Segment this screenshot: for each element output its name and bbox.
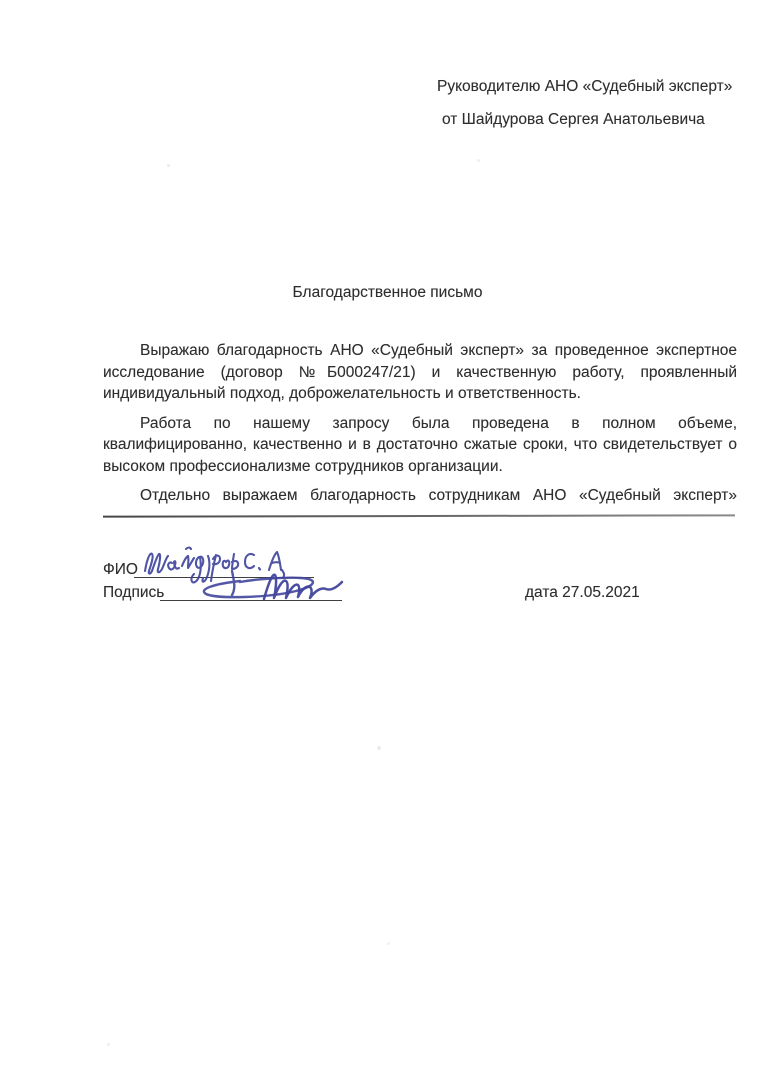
letter-title: Благодарственное письмо bbox=[292, 284, 483, 301]
recipient-block bbox=[437, 70, 732, 136]
signature-label: Подпись bbox=[103, 584, 165, 601]
scan-speck bbox=[387, 942, 390, 945]
paragraph-work-quality: Работа по нашему запросу была проведена в полном объеме, квалифицированно, качественно и в достаточно сжатые сроки, что свидетельствует о высоком профессионализме сотрудников организации. bbox=[103, 414, 737, 475]
fio-label: ФИО bbox=[103, 561, 138, 578]
handwritten-signature bbox=[136, 541, 348, 609]
paragraph-staff-thanks: Отдельно выражаем благодарность сотрудникам АНО «Судебный эксперт» bbox=[140, 487, 737, 504]
scan-speck bbox=[477, 159, 480, 162]
horizontal-rule bbox=[103, 514, 735, 517]
paragraph-gratitude: Выражаю благодарность АНО «Судебный эксперт» за проведенное экспертное исследование (договор №Б000247/21) и качественную работу, проявленный индивидуальный подход, доброжелательность и ответственность. bbox=[103, 342, 737, 402]
recipient-line: Руководителю АНО «Судебный эксперт» bbox=[437, 78, 733, 95]
scan-speck bbox=[107, 1043, 110, 1046]
scan-speck bbox=[167, 164, 170, 167]
letter-body bbox=[103, 340, 737, 507]
scan-speck bbox=[377, 746, 381, 750]
date-text: дата 27.05.2021 bbox=[525, 584, 640, 601]
handwritten-name-stroke bbox=[145, 548, 284, 583]
sender-line: от Шайдурова Сергея Анатольевича bbox=[442, 111, 705, 128]
